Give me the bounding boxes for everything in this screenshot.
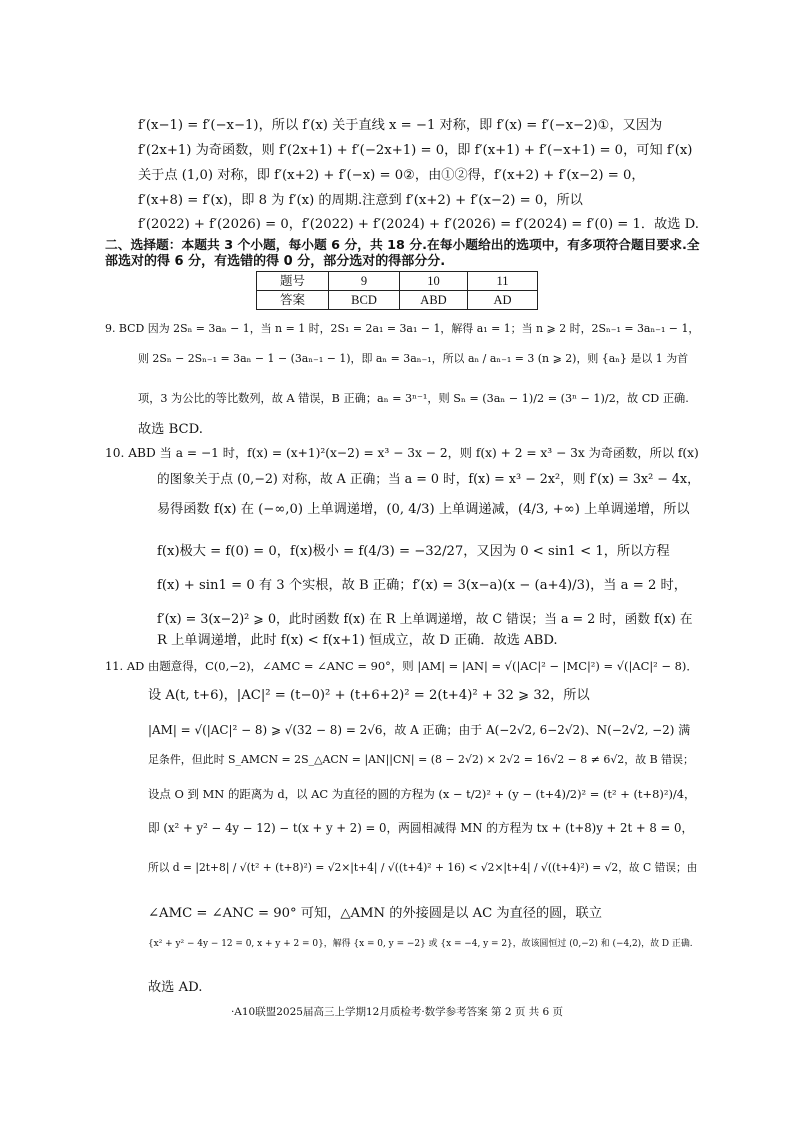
table-cell: ABD <box>400 291 468 310</box>
q9-line-4: 故选 BCD. <box>138 422 203 437</box>
table-cell: 10 <box>400 272 468 291</box>
q8-line-2: f′(2x+1) 为奇函数，则 f′(2x+1) + f′(−2x+1) = 0，即 f′(x+1) + f′(−x+1) = 0，可知 f′(x) <box>138 143 693 158</box>
q10-line-6: f′(x) = 3(x−2)² ⩾ 0，此时函数 f(x) 在 R 上单调递增，故 C 错误；当 a = 2 时，函数 f(x) 在 <box>157 611 693 626</box>
q11-line-2: 设 A(t, t+6)，|AC|² = (t−0)² + (t+6+2)² = 2(t+4)² + 32 ⩾ 32，所以 <box>148 688 590 703</box>
q9-line-2: 则 2Sₙ − 2Sₙ₋₁ = 3aₙ − 1 − (3aₙ₋₁ − 1)，即 aₙ = 3aₙ₋₁，所以 aₙ / aₙ₋₁ = 3 (n ⩾ 2)，则 {aₙ} 是以 1 为首 <box>138 352 689 365</box>
q11-line-3: |AM| = √(|AC|² − 8) ⩾ √(32 − 8) = 2√6，故 A 正确；由于 A(−2√2, 6−2√2)、N(−2√2, −2) 满 <box>148 723 691 737</box>
q11-line-8: ∠AMC = ∠ANC = 90° 可知，△AMN 的外接圆是以 AC 为直径的圆，联立 <box>148 906 602 921</box>
section2-heading-line-2: 部选对的得 6 分，有选错的得 0 分，部分选对的得部分分. <box>105 254 446 269</box>
q9-line-3: 项，3 为公比的等比数列，故 A 错误，B 正确；aₙ = 3ⁿ⁻¹，则 Sₙ = (3aₙ − 1)/2 = (3ⁿ − 1)/2，故 CD 正确. <box>138 392 689 405</box>
q8-line-4: f′(x+8) = f′(x)，即 8 为 f′(x) 的周期.注意到 f′(x+2) + f′(x−2) = 0，所以 <box>138 193 583 208</box>
q11-line-1: 11. AD 由题意得，C(0,−2)，∠AMC = ∠ANC = 90°，则 |AM| = |AN| = √(|AC|² − |MC|²) = √(|AC|² − 8)． <box>105 659 698 673</box>
q10-line-7: R 上单调递增，此时 f(x) < f(x+1) 恒成立，故 D 正确．故选 ABD. <box>157 633 558 648</box>
q10-line-2: 的图象关于点 (0,−2) 对称，故 A 正确；当 a = 0 时，f(x) = x³ − 2x²，则 f′(x) = 3x² − 4x， <box>157 471 700 486</box>
table-cell: AD <box>468 291 538 310</box>
q10-line-4: f(x)极大 = f(0) = 0，f(x)极小 = f(4/3) = −32/27，又因为 0 < sin1 < 1，所以方程 <box>157 544 670 559</box>
table-cell: 答案 <box>257 291 329 310</box>
table-cell: 题号 <box>257 272 329 291</box>
q11-line-10: 故选 AD. <box>148 980 203 995</box>
page-footer: ·A10联盟2025届高三上学期12月质检考·数学参考答案 第 2 页 共 6 页 <box>230 1006 564 1018</box>
q8-line-5: f′(2022) + f′(2026) = 0，f′(2022) + f′(2024) + f′(2026) = f′(2024) = f′(0) = 1．故选 D. <box>138 217 699 232</box>
table-cell: 11 <box>468 272 538 291</box>
answer-table-header-row <box>257 272 538 291</box>
q11-line-7: 所以 d = |2t+8| / √(t² + (t+8)²) = √2×|t+4| / √((t+4)² + 16) < √2×|t+4| / √((t+4)²) = √2，故 C 错误；由 <box>148 861 698 874</box>
q10-line-1: 10. ABD 当 a = −1 时，f(x) = (x+1)²(x−2) = x³ − 3x − 2，则 f(x) + 2 = x³ − 3x 为奇函数，所以 f(x) <box>105 446 699 460</box>
answer-table <box>256 271 538 310</box>
table-cell: 9 <box>329 272 400 291</box>
q11-line-6: 即 (x² + y² − 4y − 12) − t(x + y + 2) = 0，两圆相减得 MN 的方程为 tx + (t+8)y + 2t + 8 = 0， <box>148 821 694 835</box>
q10-line-5: f(x) + sin1 = 0 有 3 个实根，故 B 正确；f′(x) = 3(x−a)(x − (a+4)/3)，当 a = 2 时， <box>157 578 687 593</box>
q11-line-5: 设点 O 到 MN 的距离为 d，以 AC 为直径的圆的方程为 (x − t/2)² + (y − (t+4)/2)² = (t² + (t+8)²)/4， <box>148 787 696 801</box>
section2-heading-line-1: 二、选择题：本题共 3 个小题，每小题 6 分，共 18 分.在每小题给出的选项中，有多项符合题目要求.全 <box>105 238 700 253</box>
q8-line-1: f′(x−1) = f′(−x−1)，所以 f′(x) 关于直线 x = −1 对称，即 f′(x) = f′(−x−2)①，又因为 <box>138 118 663 133</box>
q9-line-1: 9. BCD 因为 2Sₙ = 3aₙ − 1，当 n = 1 时，2S₁ = 2a₁ = 3a₁ − 1，解得 a₁ = 1；当 n ⩾ 2 时，2Sₙ₋₁ = 3aₙ₋₁ − 1， <box>105 322 700 335</box>
table-cell: BCD <box>329 291 400 310</box>
q11-line-9: {x² + y² − 4y − 12 = 0, x + y + 2 = 0}，解得 {x = 0, y = −2} 或 {x = −4, y = 2}，故该圆恒过 (0,−2) 和 (−4,2)，故 D 正确. <box>148 939 693 949</box>
q10-line-3: 易得函数 f(x) 在 (−∞,0) 上单调递增，(0, 4/3) 上单调递减，(4/3, +∞) 上单调递增，所以 <box>157 502 690 517</box>
answer-table-answer-row <box>257 291 538 310</box>
q11-line-4: 足条件，但此时 S_AMCN = 2S_△ACN = |AN||CN| = (8 − 2√2) × 2√2 = 16√2 − 8 ≠ 6√2，故 B 错误； <box>148 753 694 766</box>
q8-line-3: 关于点 (1,0) 对称，即 f′(x+2) + f′(−x) = 0②，由①②得，f′(x+2) + f′(x−2) = 0， <box>138 168 645 183</box>
